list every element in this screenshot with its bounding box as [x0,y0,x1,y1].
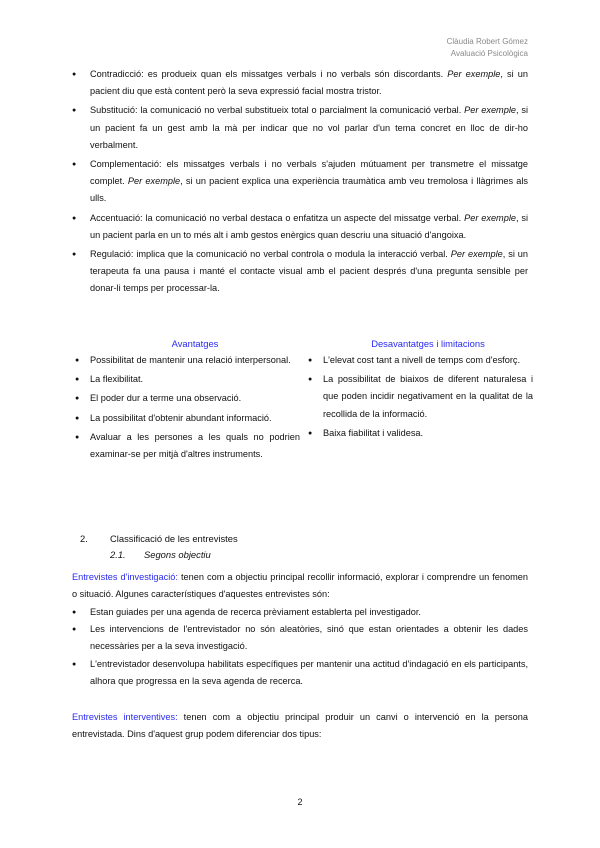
research-term: Entrevistes d'investigació: [72,572,178,582]
list-item: ● La possibilitat d'obtenir abundant informació. [90,410,300,427]
list-item: ● Baixa fiabilitat i validesa. [323,425,533,442]
disadvantages-column [323,336,533,444]
research-interviews-paragraph: Entrevistes d'investigació: tenen com a objectiu principal recollir informació, explorar i comprendre un fenomen o situació. Algunes característiques d'aquestes entrevistes són: [72,572,528,600]
list-item: ● L'entrevistador desenvolupa habilitats específiques per mantenir una actitud d'indagació en els participants, alhora que progressa en la seva agenda de recerca. [90,656,528,690]
list-item: ● El poder dur a terme una observació. [90,390,300,407]
header-author: Clàudia Robert Gómez [446,37,528,46]
header-subject: Avaluació Psicològica [450,49,528,58]
advantages-title: Avantatges [171,338,219,349]
list-item: ● Estan guiades per una agenda de recerca prèviament establerta pel investigador. [90,604,528,621]
list-item: ● Substitució: la comunicació no verbal substitueix total o parcialment la comunicació verbal. Per exemple, si un pacient fa un gest amb la mà per indicar que no vol parlar d'un tema concret en lloc de dir-ho verbalment. [90,102,528,154]
disadvantages-title: Desavantatges i limitacions [371,338,485,349]
section-heading [80,531,238,547]
subsection-title: Segons objectiu [144,549,211,560]
intervention-term: Entrevistes interventives: [72,712,178,722]
intervention-interviews-paragraph: Entrevistes interventives: tenen com a objectiu principal produir un canvi o intervenció en la persona entrevistada. Dins d'aquest grup podem diferenciar dos tipus: [72,712,528,740]
list-item: ● Accentuació: la comunicació no verbal destaca o enfatitza un aspecte del missatge verbal. Per exemple, si un pacient parla en un to més alt i amb gestos enèrgics quan descriu una situació d'angoixa. [90,210,528,244]
research-characteristics-list [90,604,528,690]
nonverbal-functions-list [90,66,528,300]
subsection-number: 2.1. [110,549,126,560]
advantages-column [90,336,300,465]
section-title: Classificació de les entrevistes [110,533,238,544]
list-item: ● La possibilitat de biaixos de diferent naturalesa i que poden incidir negativament en la qualitat de la recollida de la informació. [323,371,533,423]
list-item: ● Contradicció: es produeix quan els missatges verbals i no verbals són discordants. Per exemple, si un pacient diu que està content però la seva expressió facial mostra tristor. [90,66,528,100]
list-item: ● Les intervencions de l'entrevistador no són aleatòries, sinó que estan orientades a obtenir les dades necessàries per a la seva investigació. [90,621,528,655]
list-item: ● Regulació: implica que la comunicació no verbal controla o modula la interacció verbal. Per exemple, si un terapeuta fa una pausa i manté el contacte visual amb el pacient després d'una pregunta sensible per donar-li temps per processar-la. [90,246,528,298]
list-item: ● Complementació: els missatges verbals i no verbals s'ajuden mútuament per transmetre el missatge complet. Per exemple, si un pacient explica una experiència traumàtica amb veu tremolosa i llàgrimes als ulls. [90,156,528,208]
list-item: ● La flexibilitat. [90,371,300,388]
list-item: ● Possibilitat de mantenir una relació interpersonal. [90,352,300,369]
page-header [447,36,528,60]
subsection-heading [110,547,211,563]
section-number: 2. [80,533,88,544]
disadvantages-list [323,352,533,442]
page-number: 2 [297,797,303,807]
list-item: ● Avaluar a les persones a les quals no podrien examinar-se per mitjà d'altres instruments. [90,429,300,463]
list-item: ● L'elevat cost tant a nivell de temps com d'esforç. [323,352,533,369]
advantages-list [90,352,300,463]
